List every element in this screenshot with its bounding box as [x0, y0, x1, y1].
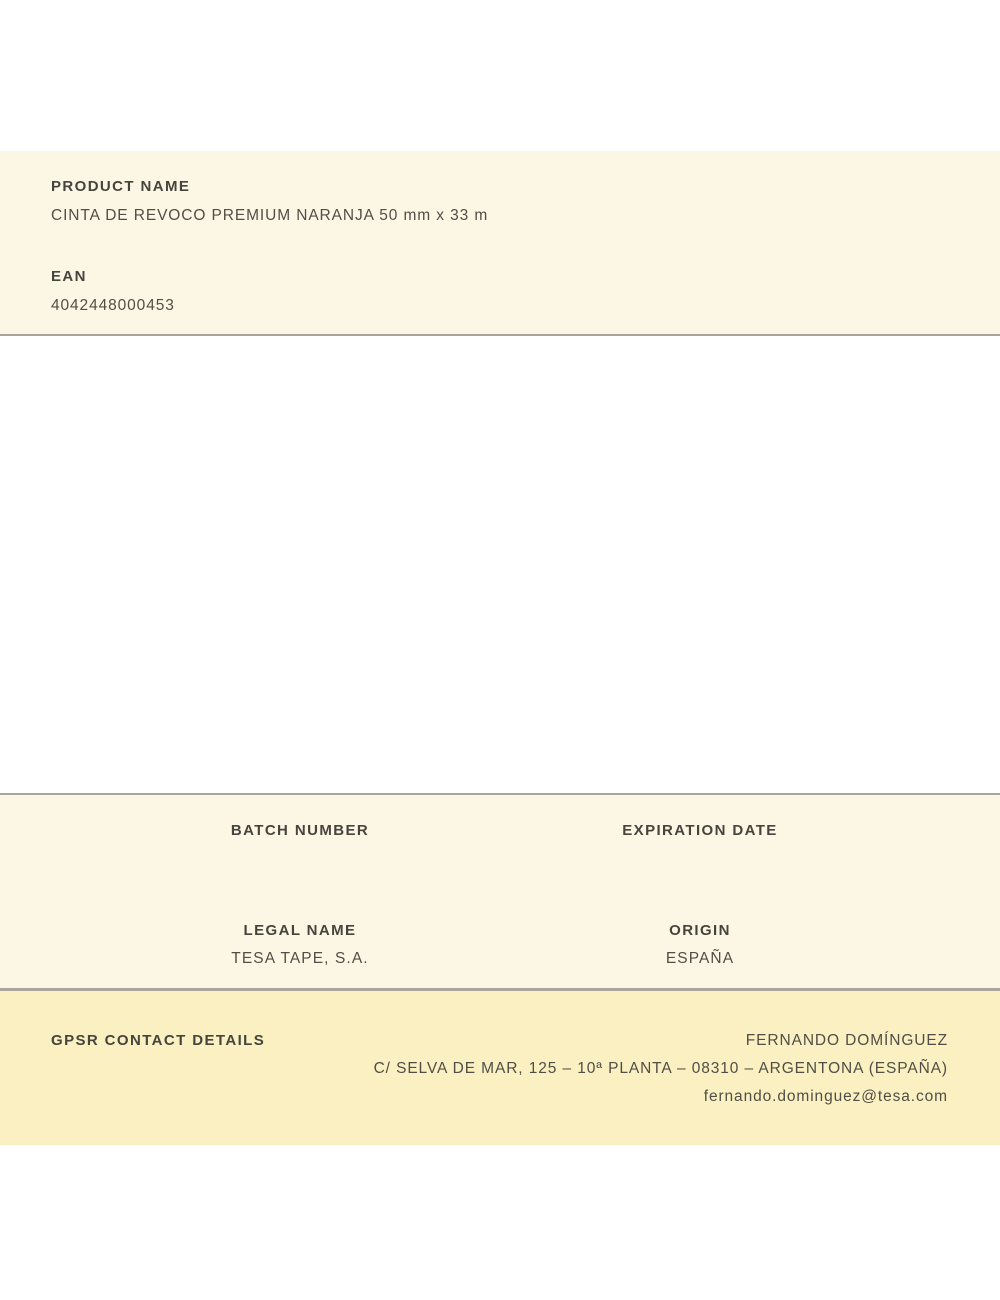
gpsr-contact-name: FERNANDO DOMÍNGUEZ	[745, 1032, 948, 1049]
gpsr-contact-section	[0, 991, 1000, 1145]
middle-whitespace	[0, 336, 1000, 793]
ean-value: 4042448000453	[51, 297, 175, 314]
legal-name-field	[100, 921, 500, 969]
batch-grid	[100, 821, 900, 969]
gpsr-contact-email: fernando.dominguez@tesa.com	[703, 1088, 948, 1105]
batch-info-section	[0, 793, 1000, 991]
product-info-section	[0, 151, 1000, 336]
ean-field	[51, 267, 949, 316]
bottom-whitespace	[0, 1145, 1000, 1298]
legal-name-label: LEGAL NAME	[243, 922, 357, 939]
origin-field	[500, 921, 900, 969]
legal-name-value: TESA TAPE, S.A.	[231, 950, 369, 967]
gpsr-contact-lines	[374, 1031, 948, 1107]
product-name-field	[51, 177, 949, 226]
gpsr-contact-label: GPSR CONTACT DETAILS	[51, 1032, 266, 1049]
product-name-label: PRODUCT NAME	[51, 178, 191, 195]
batch-grid-row-1	[100, 821, 900, 849]
product-name-value: CINTA DE REVOCO PREMIUM NARANJA 50 mm x 33 m	[51, 207, 489, 224]
batch-number-label: BATCH NUMBER	[230, 822, 370, 839]
expiration-date-label: EXPIRATION DATE	[622, 822, 778, 839]
gpsr-contact-address: C/ SELVA DE MAR, 125 – 10ª PLANTA – 08310 – ARGENTONA (ESPAÑA)	[373, 1060, 948, 1077]
origin-label: ORIGIN	[669, 922, 731, 939]
ean-label: EAN	[51, 268, 87, 285]
expiration-date-field	[500, 821, 900, 849]
batch-number-field	[100, 821, 500, 849]
origin-value: ESPAÑA	[665, 950, 735, 967]
top-whitespace	[0, 0, 1000, 151]
batch-grid-row-2	[100, 921, 900, 969]
